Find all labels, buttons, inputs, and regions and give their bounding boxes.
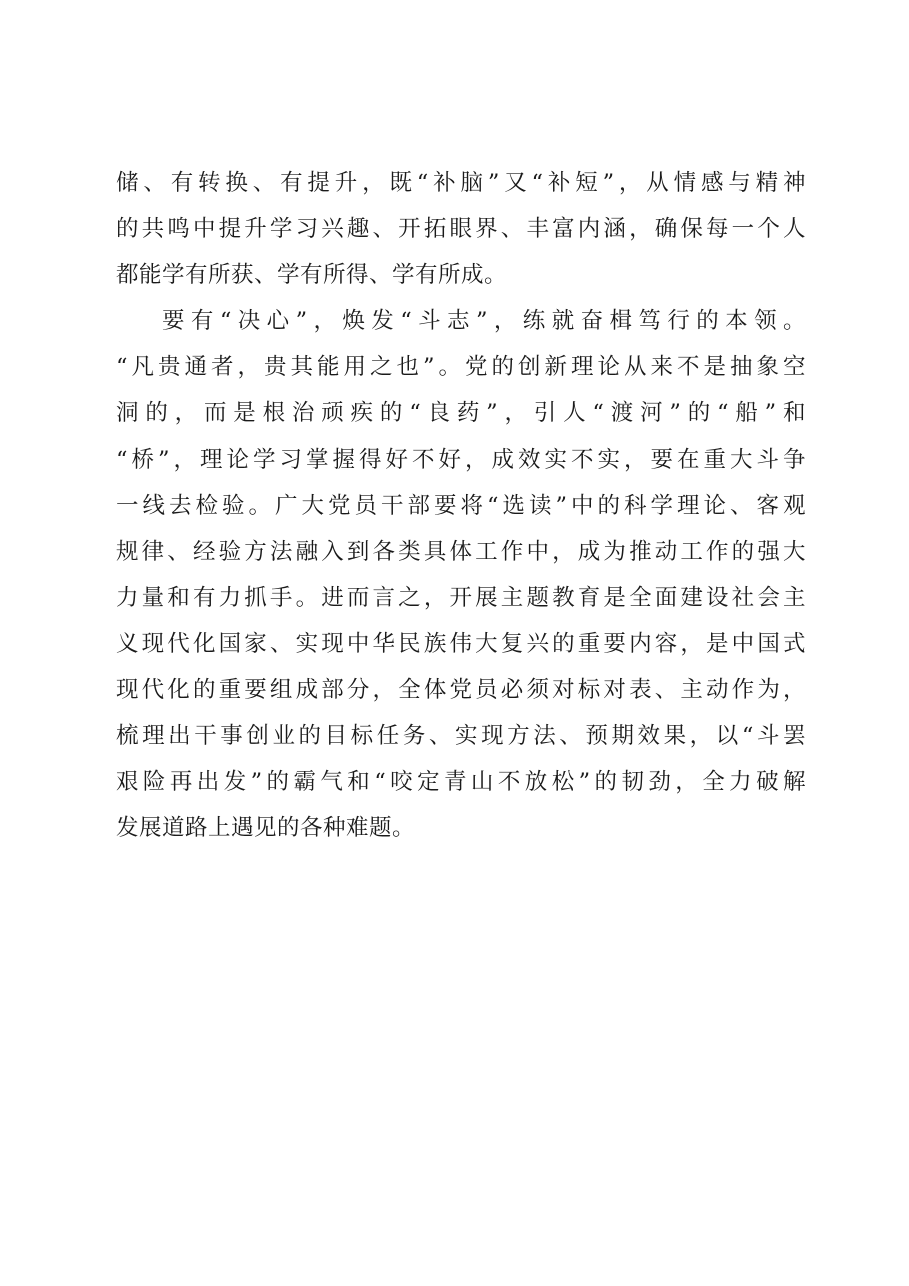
paragraph-line: “凡贵通者，贵其能用之也”。党的创新理论从来不是抽象空 [116,354,806,381]
paragraph-line: 现代化的重要组成部分，全体党员必须对标对表、主动作为， [116,677,806,704]
paragraph-line: 都能学有所获、学有所得、学有所成。 [116,262,508,289]
document-body [116,160,806,851]
paragraph-line: 梳理出干事创业的目标任务、实现方法、预期效果，以“斗罢 [116,723,806,750]
paragraph-2 [116,298,806,851]
paragraph-line: 义现代化国家、实现中华民族伟大复兴的重要内容，是中国式 [116,630,806,657]
paragraph-line: 洞的，而是根治顽疾的“良药”，引人“渡河”的“船”和 [116,400,806,427]
paragraph-line: “桥”，理论学习掌握得好不好，成效实不实，要在重大斗争 [116,446,806,473]
paragraph-line: 规律、经验方法融入到各类具体工作中，成为推动工作的强大 [116,538,806,565]
paragraph-line: 力量和有力抓手。进而言之，开展主题教育是全面建设社会主 [116,584,806,611]
paragraph-line: 的共鸣中提升学习兴趣、开拓眼界、丰富内涵，确保每一个人 [116,216,806,243]
paragraph-1 [116,160,806,298]
paragraph-line: 要有“决心”，焕发“斗志”，练就奋楫笃行的本领。 [162,308,806,335]
paragraph-line: 一线去检验。广大党员干部要将“选读”中的科学理论、客观 [116,492,806,519]
paragraph-line: 储、有转换、有提升，既“补脑”又“补短”，从情感与精神 [116,170,806,196]
paragraph-line: 艰险再出发”的霸气和“咬定青山不放松”的韧劲，全力破解 [116,769,806,796]
paragraph-line: 发展道路上遇见的各种难题。 [116,815,416,842]
